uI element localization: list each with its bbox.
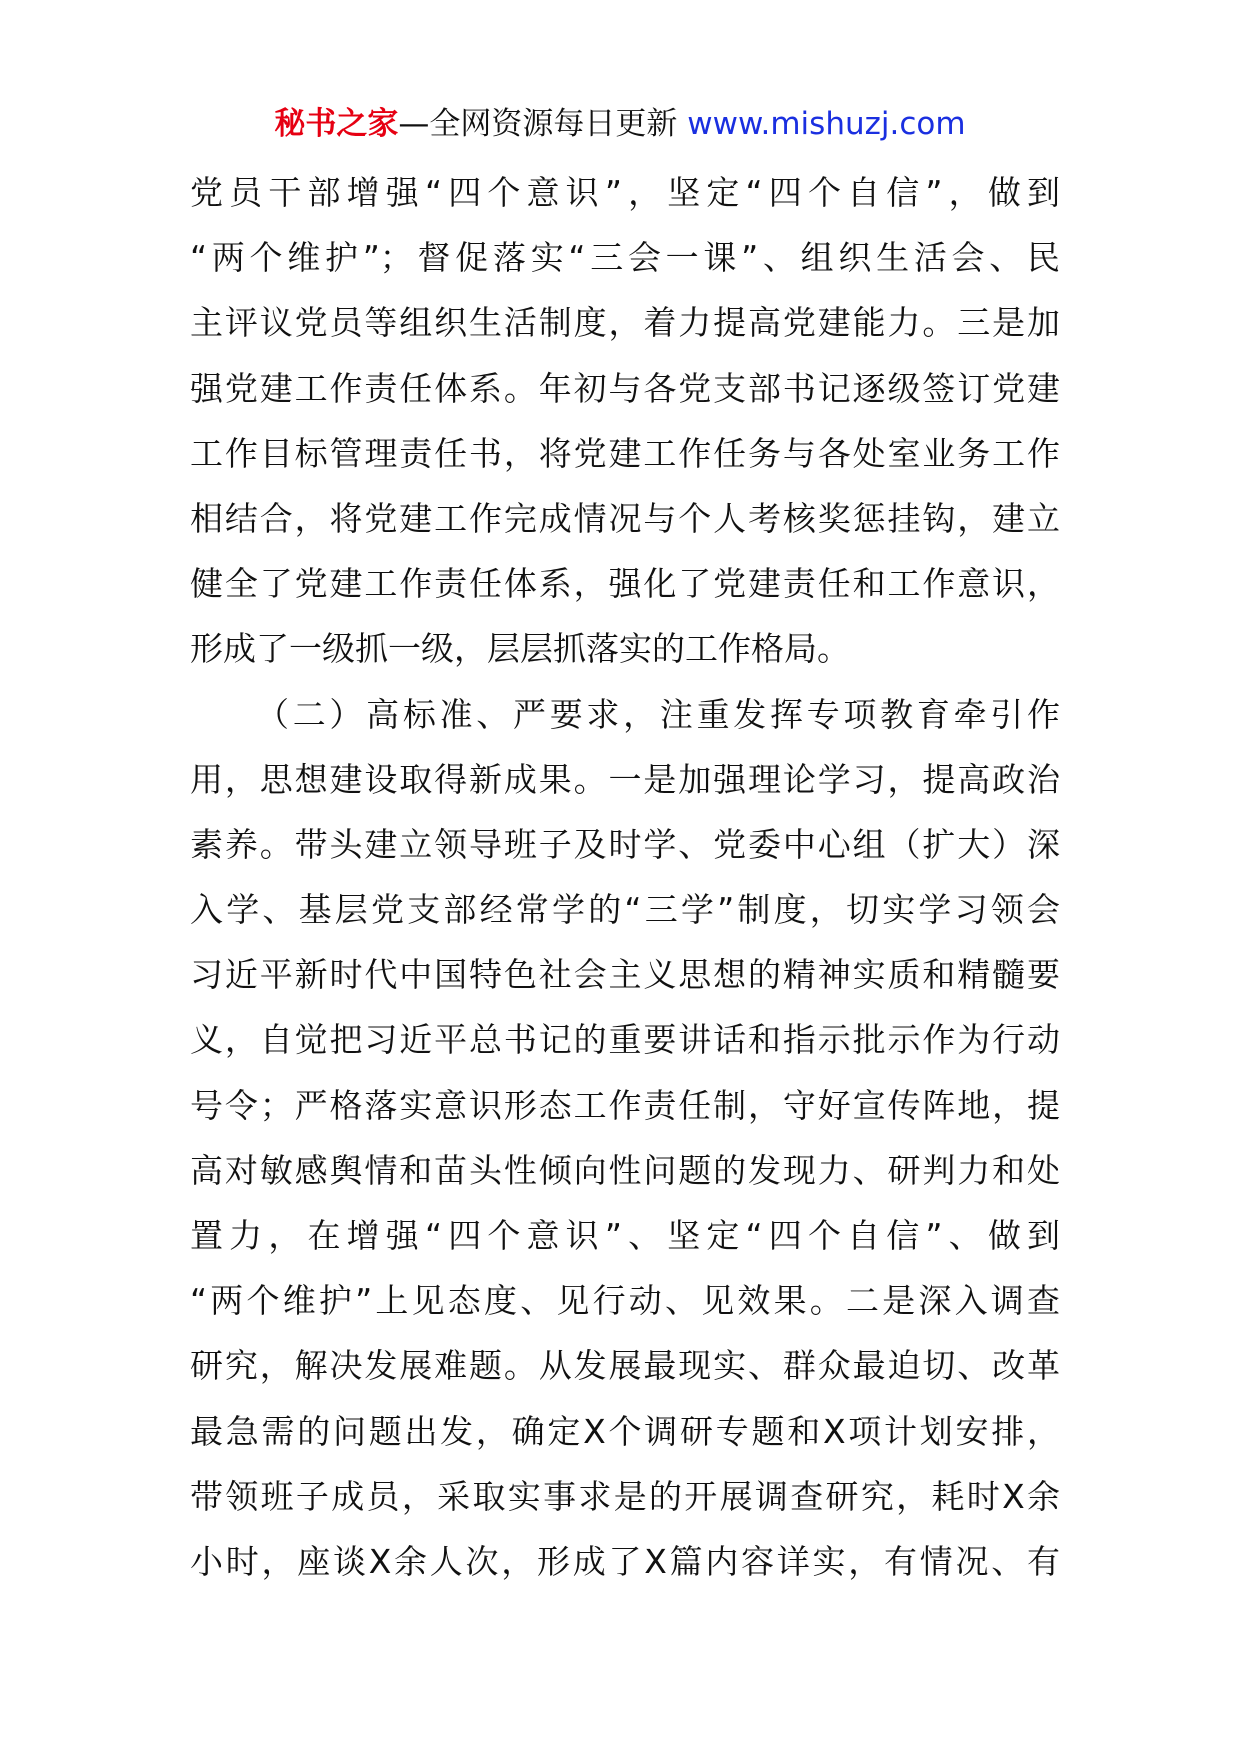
text-line: 入学、基层党支部经常学的“三学”制度，切实学习领会: [190, 890, 1060, 930]
text-line: “两个维护”上见态度、见行动、见效果。二是深入调查: [190, 1281, 1060, 1321]
text-line: 小时，座谈X余人次，形成了X篇内容详实，有情况、有: [190, 1541, 1060, 1581]
paragraph-start-line: （二）高标准、严要求，注重发挥专项教育牵引作: [256, 694, 1060, 734]
text-line: 置力，在增强“四个意识”、坚定“四个自信”、做到: [190, 1216, 1060, 1255]
site-tagline: —全网资源每日更新: [398, 106, 688, 142]
site-url-link[interactable]: www.mishuzj.com: [687, 106, 966, 142]
text-line: 高对敏感舆情和苗头性倾向性问题的发现力、研判力和处: [190, 1150, 1060, 1190]
text-line: 号令；严格落实意识形态工作责任制，守好宣传阵地，提: [190, 1085, 1060, 1125]
text-line: 主评议党员等组织生活制度，着力提高党建能力。三是加: [190, 303, 1060, 343]
text-line: “两个维护”；督促落实“三会一课”、组织生活会、民: [190, 238, 1060, 278]
document-body: [190, 160, 1060, 1594]
text-line: 习近平新时代中国特色社会主义思想的精神实质和精髓要: [190, 955, 1060, 995]
text-line: 义，自觉把习近平总书记的重要讲话和指示批示作为行动: [190, 1020, 1060, 1060]
text-line: 用，思想建设取得新成果。一是加强理论学习，提高政治: [190, 759, 1060, 799]
site-header: [0, 104, 1240, 144]
text-line: 最急需的问题出发，确定X个调研专题和X项计划安排，: [190, 1411, 1060, 1451]
text-line: 健全了党建工作责任体系，强化了党建责任和工作意识，: [190, 564, 1060, 604]
site-brand: 秘书之家: [274, 106, 399, 142]
text-line: 带领班子成员，采取实事求是的开展调查研究，耗时X余: [190, 1476, 1060, 1516]
text-line: 素养。带头建立领导班子及时学、党委中心组（扩大）深: [190, 824, 1060, 864]
text-line: 工作目标管理责任书，将党建工作任务与各处室业务工作: [190, 433, 1060, 473]
text-line: 形成了一级抓一级，层层抓落实的工作格局。: [190, 629, 850, 669]
text-line: 相结合，将党建工作完成情况与个人考核奖惩挂钩，建立: [190, 498, 1060, 538]
text-line: 党员干部增强“四个意识”，坚定“四个自信”，做到: [190, 173, 1060, 212]
text-line: 研究，解决发展难题。从发展最现实、群众最迫切、改革: [190, 1346, 1060, 1386]
text-line: 强党建工作责任体系。年初与各党支部书记逐级签订党建: [190, 368, 1060, 408]
